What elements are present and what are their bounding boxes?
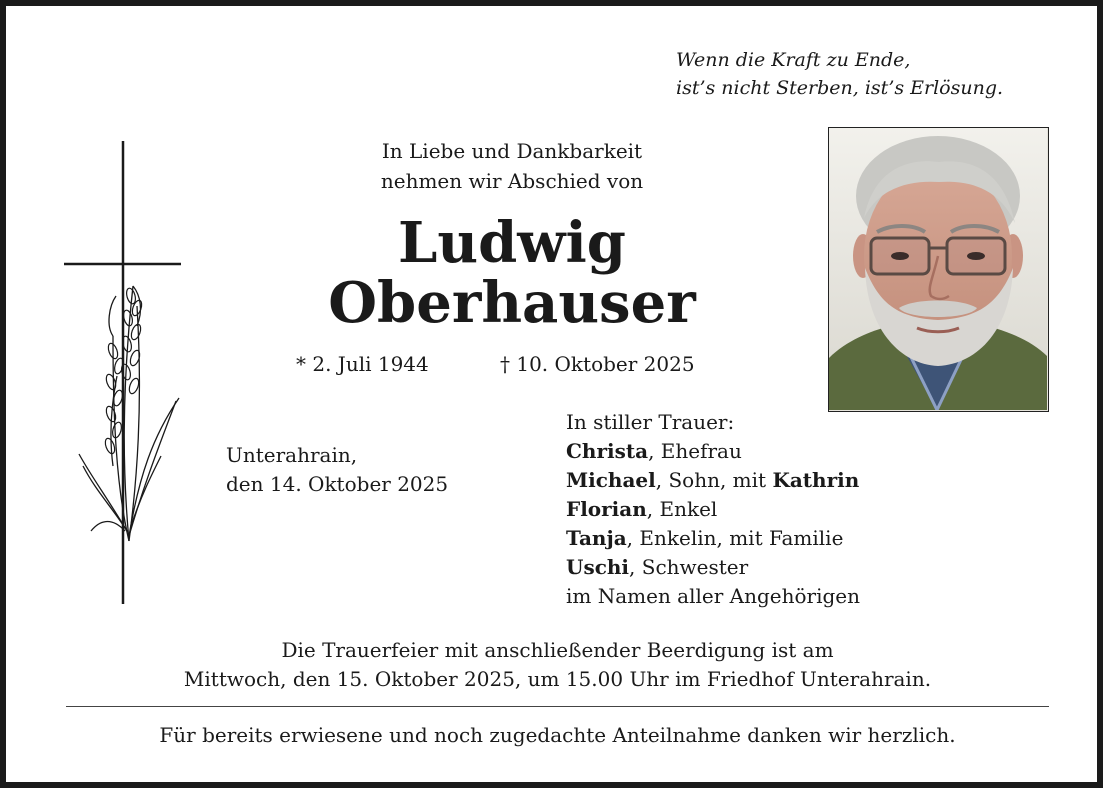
place-and-date (226, 441, 448, 499)
mourners-heading: In stiller Trauer: (566, 410, 735, 434)
mourner-relation: , Sohn, mit (655, 468, 773, 492)
mourner-entry (566, 524, 860, 553)
last-name: Oberhauser (328, 270, 696, 336)
mourners-closing: im Namen aller Angehörigen (566, 584, 861, 608)
quote (676, 46, 1003, 102)
mourner-entry (566, 495, 860, 524)
date: den 14. Oktober 2025 (226, 472, 449, 496)
mourners-list (566, 408, 860, 611)
funeral-line-2: Mittwoch, den 15. Oktober 2025, um 15.00 Uhr im Friedhof Unterahrain. (183, 667, 932, 691)
death-date: † 10. Oktober 2025 (500, 352, 695, 376)
mourner-name: Tanja (566, 526, 627, 550)
birth-date: * 2. Juli 1944 (296, 352, 429, 376)
intro-line-1: In Liebe und Dankbarkeit (381, 139, 643, 163)
divider (66, 706, 1049, 707)
mourner-name: Christa (566, 439, 649, 463)
mourner-entry (566, 466, 860, 495)
mourner-relation: , Enkelin, mit Familie (626, 526, 844, 550)
mourner-extra-name: Kathrin (772, 468, 860, 492)
thanks-text: Für bereits erwiesene und noch zugedachte Anteilnahme danken wir herzlich. (159, 723, 956, 747)
mourner-entry (566, 553, 860, 582)
mourner-relation: , Schwester (629, 555, 749, 579)
mourner-entry (566, 437, 860, 466)
quote-line-2: ist’s nicht Sterben, ist’s Erlösung. (676, 77, 1004, 99)
mourner-relation: , Enkel (646, 497, 718, 521)
funeral-line-1: Die Trauerfeier mit anschließender Beerdigung ist am (281, 638, 834, 662)
mourner-name: Florian (566, 497, 647, 521)
intro-line-2: nehmen wir Abschied von (380, 169, 644, 193)
cross-with-wheat-icon (61, 136, 186, 615)
deceased-name (296, 210, 728, 336)
mourner-name: Michael (566, 468, 656, 492)
mourner-name: Uschi (566, 555, 630, 579)
place: Unterahrain, (226, 443, 358, 467)
intro-text (306, 136, 718, 196)
first-name: Ludwig (398, 210, 626, 276)
mourner-relation: , Ehefrau (648, 439, 742, 463)
portrait-photo (828, 127, 1049, 412)
funeral-info (66, 636, 1049, 694)
quote-line-1: Wenn die Kraft zu Ende, (676, 49, 911, 71)
